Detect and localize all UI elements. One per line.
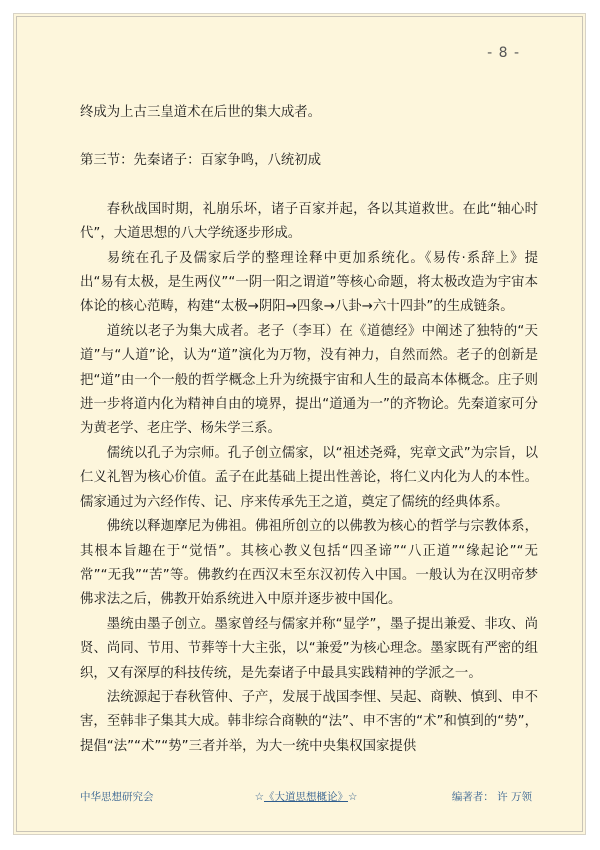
lead-line: 终成为上古三皇道术在后世的集大成者。 <box>80 105 322 120</box>
paragraph-ru-tradition: 儒统以孔子为宗师。孔子创立儒家，以“祖述尧舜，宪章文武”为宗旨，以仁义礼智为核心价值。孟子在此基础上提出性善论，将仁义内化为人的本性。儒家通过为六经作传、记、序来传承先王之道，奠定了儒统的经典体系。 <box>80 445 538 510</box>
paragraph-yi-tradition: 易统在孔子及儒家后学的整理诠释中更加系统化。《易传·系辞上》提出“易有太极，是生两仪”“一阴一阳之谓道”等核心命题，将太极改造为宇宙本体论的核心范畴，构建“太极→阴阳→四象→八卦→六十四卦”的生成链条。 <box>80 250 538 315</box>
section-heading: 第三节：先秦诸子：百家争鸣，八统初成 <box>80 153 322 169</box>
paragraph-fo-tradition: 佛统以释迦摩尼为佛祖。佛祖所创立的以佛教为核心的哲学与宗教体系，其根本旨趣在于“觉悟”。其核心教义包括“四圣谛”“八正道”“缘起论”“无常”“无我”“苦”等。佛教约在西汉末至东汉初传入中国。一般认为在汉明帝梦佛求法之后，佛教开始系统进入中原并逐步被中国化。 <box>80 519 538 608</box>
paragraph-fa-tradition: 法统源起于春秋管仲、子产，发展于战国李悝、吴起、商鞅、慎到、申不害，至韩非子集其大成。韩非综合商鞅的“法”、申不害的“术”和慎到的“势”，提倡“法”“术”“势”三者并举，为大一统中央集权国家提供 <box>80 689 538 754</box>
page-footer <box>80 789 532 807</box>
footer-organization: 中华思想研究会 <box>80 791 154 803</box>
star-icon: ☆ <box>348 791 358 803</box>
footer-author: 编著者： 许 万领 <box>451 791 532 803</box>
paragraph-axial-age: 春秋战国时期，礼崩乐坏，诸子百家并起，各以其道救世。在此“轴心时代”，大道思想的八大学统逐步形成。 <box>80 201 538 242</box>
page-number: - 8 - <box>487 45 520 61</box>
page-body <box>80 101 538 759</box>
star-icon: ☆ <box>254 791 264 803</box>
document-page <box>16 16 583 832</box>
footer-book-title: 《大道思想概论》 <box>264 791 348 803</box>
paragraph-dao-tradition: 道统以老子为集大成者。老子（李耳）在《道德经》中阐述了独特的“天道”与“人道”论，认为“道”演化为万物，没有神力，自然而然。老子的创新是把“道”由一个一般的哲学概念上升为统摄宇宙和人生的最高本体概念。庄子则进一步将道内化为精神自由的境界，提出“道通为一”的齐物论。先秦道家可分为黄老学、老庄学、杨朱学三系。 <box>80 323 538 437</box>
paragraph-mo-tradition: 墨统由墨子创立。墨家曾经与儒家并称“显学”，墨子提出兼爱、非攻、尚贤、尚同、节用、节葬等十大主张，以“兼爱”为核心理念。墨家既有严密的组织，又有深厚的科技传统，是先秦诸子中最具实践精神的学派之一。 <box>80 616 538 681</box>
